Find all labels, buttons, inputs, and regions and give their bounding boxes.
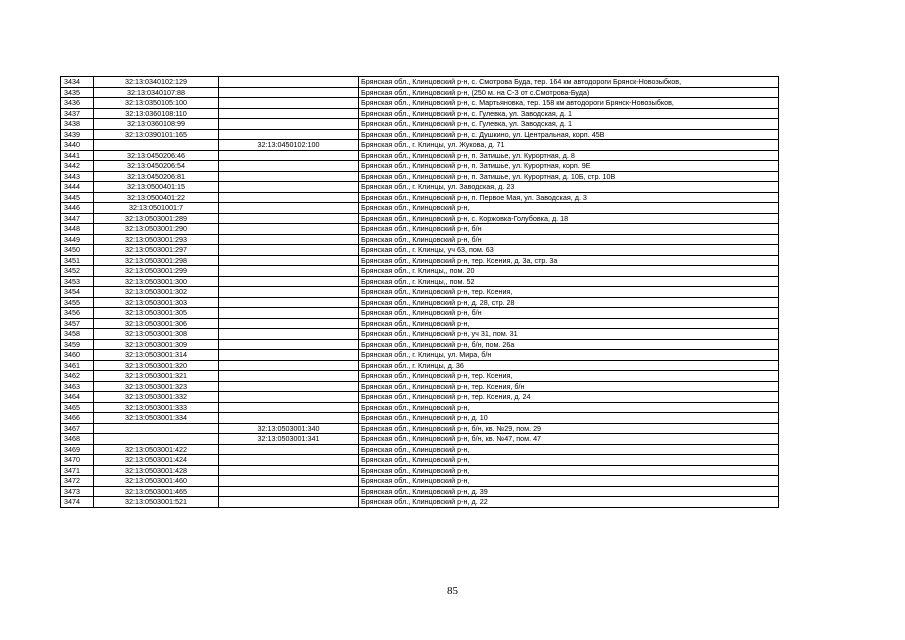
cadastral-number: 32:13:0360108:110 — [94, 108, 219, 119]
cadastral-number: 32:13:0503001:289 — [94, 213, 219, 224]
cadastral-number-alt — [219, 245, 359, 256]
cadastral-number-alt — [219, 486, 359, 497]
cadastral-number-alt — [219, 381, 359, 392]
cadastral-number: 32:13:0340107:88 — [94, 87, 219, 98]
table-row — [61, 308, 779, 319]
row-number: 3456 — [61, 308, 94, 319]
address-cell: Брянская обл., г. Клинцы, ул. Жукова, д. 71 — [359, 140, 779, 151]
row-number: 3450 — [61, 245, 94, 256]
cadastral-number: 32:13:0503001:323 — [94, 381, 219, 392]
cadastral-number-alt — [219, 318, 359, 329]
table-row — [61, 213, 779, 224]
table-row — [61, 434, 779, 445]
cadastral-number: 32:13:0503001:299 — [94, 266, 219, 277]
row-number: 3435 — [61, 87, 94, 98]
table-row — [61, 486, 779, 497]
cadastral-number-alt — [219, 77, 359, 88]
row-number: 3461 — [61, 360, 94, 371]
cadastral-number: 32:13:0500401:22 — [94, 192, 219, 203]
row-number: 3473 — [61, 486, 94, 497]
table-row — [61, 455, 779, 466]
cadastral-number: 32:13:0503001:314 — [94, 350, 219, 361]
row-number: 3465 — [61, 402, 94, 413]
cadastral-number — [94, 423, 219, 434]
cadastral-number-alt — [219, 108, 359, 119]
row-number: 3463 — [61, 381, 94, 392]
address-cell: Брянская обл., Клинцовский р-н, — [359, 455, 779, 466]
cadastral-number: 32:13:0503001:302 — [94, 287, 219, 298]
cadastral-number: 32:13:0503001:428 — [94, 465, 219, 476]
address-cell: Брянская обл., Клинцовский р-н, д. 22 — [359, 497, 779, 508]
cadastral-number-alt — [219, 192, 359, 203]
address-cell: Брянская обл., Клинцовский р-н, тер. Ксения, — [359, 287, 779, 298]
table-row — [61, 140, 779, 151]
row-number: 3471 — [61, 465, 94, 476]
address-cell: Брянская обл., Клинцовский р-н, б/н — [359, 308, 779, 319]
cadastral-number-alt — [219, 308, 359, 319]
address-cell: Брянская обл., Клинцовский р-н, с. Гулевка, ул. Заводская, д. 1 — [359, 119, 779, 130]
table-row — [61, 287, 779, 298]
row-number: 3444 — [61, 182, 94, 193]
page-number: 85 — [447, 585, 458, 597]
address-cell: Брянская обл., г. Клинцы,, пом. 52 — [359, 276, 779, 287]
table-row — [61, 318, 779, 329]
row-number: 3469 — [61, 444, 94, 455]
row-number: 3460 — [61, 350, 94, 361]
table-row — [61, 297, 779, 308]
cadastral-number: 32:13:0503001:297 — [94, 245, 219, 256]
cadastral-number-alt — [219, 213, 359, 224]
table-row — [61, 381, 779, 392]
table-row — [61, 87, 779, 98]
cadastral-number: 32:13:0503001:303 — [94, 297, 219, 308]
cadastral-number-alt — [219, 455, 359, 466]
address-cell: Брянская обл., Клинцовский р-н, — [359, 203, 779, 214]
cadastral-number: 32:13:0503001:293 — [94, 234, 219, 245]
cadastral-number: 32:13:0503001:298 — [94, 255, 219, 266]
cadastral-number: 32:13:0503001:305 — [94, 308, 219, 319]
row-number: 3447 — [61, 213, 94, 224]
table-row — [61, 476, 779, 487]
cadastral-number-alt — [219, 402, 359, 413]
row-number: 3472 — [61, 476, 94, 487]
address-cell: Брянская обл., Клинцовский р-н, п. Затишье, ул. Курортная, корп. 9Е — [359, 161, 779, 172]
cadastral-number-alt — [219, 203, 359, 214]
row-number: 3439 — [61, 129, 94, 140]
row-number: 3462 — [61, 371, 94, 382]
cadastral-number: 32:13:0503001:321 — [94, 371, 219, 382]
cadastral-number-alt — [219, 339, 359, 350]
address-cell: Брянская обл., Клинцовский р-н, п. Первое Мая, ул. Заводская, д. 3 — [359, 192, 779, 203]
row-number: 3470 — [61, 455, 94, 466]
table-row — [61, 350, 779, 361]
row-number: 3445 — [61, 192, 94, 203]
table-row — [61, 192, 779, 203]
cadastral-number: 32:13:0360108:99 — [94, 119, 219, 130]
cadastral-number: 32:13:0501001:7 — [94, 203, 219, 214]
table-row — [61, 423, 779, 434]
address-cell: Брянская обл., Клинцовский р-н, д. 28, стр. 28 — [359, 297, 779, 308]
cadastral-number — [94, 140, 219, 151]
row-number: 3467 — [61, 423, 94, 434]
cadastral-number-alt — [219, 297, 359, 308]
row-number: 3449 — [61, 234, 94, 245]
address-cell: Брянская обл., Клинцовский р-н, тер. Ксения, б/н — [359, 381, 779, 392]
cadastral-number-alt — [219, 87, 359, 98]
table-row — [61, 371, 779, 382]
cadastral-number: 32:13:0340102:129 — [94, 77, 219, 88]
cadastral-number-alt — [219, 234, 359, 245]
table-row — [61, 98, 779, 109]
cadastral-number: 32:13:0503001:290 — [94, 224, 219, 235]
cadastral-number: 32:13:0503001:308 — [94, 329, 219, 340]
table-row — [61, 276, 779, 287]
cadastral-number: 32:13:0450206:81 — [94, 171, 219, 182]
address-cell: Брянская обл., Клинцовский р-н, (250 м. на С-З от с.Смотрова-Буда) — [359, 87, 779, 98]
address-cell: Брянская обл., Клинцовский р-н, тер. Ксения, д. 3а, стр. 3а — [359, 255, 779, 266]
address-cell: Брянская обл., Клинцовский р-н, с. Душкино, ул. Центральная, корп. 45В — [359, 129, 779, 140]
cadastral-number-alt: 32:13:0450102:100 — [219, 140, 359, 151]
address-cell: Брянская обл., Клинцовский р-н, с. Гулевка, ул. Заводская, д. 1 — [359, 108, 779, 119]
cadastral-number-alt — [219, 371, 359, 382]
cadastral-number: 32:13:0350105:100 — [94, 98, 219, 109]
address-cell: Брянская обл., Клинцовский р-н, б/н — [359, 234, 779, 245]
address-cell: Брянская обл., Клинцовский р-н, д. 39 — [359, 486, 779, 497]
cadastral-number-alt: 32:13:0503001:341 — [219, 434, 359, 445]
address-cell: Брянская обл., Клинцовский р-н, п. Затишье, ул. Курортная, д. 10Б, стр. 10В — [359, 171, 779, 182]
address-cell: Брянская обл., Клинцовский р-н, — [359, 465, 779, 476]
table-row — [61, 171, 779, 182]
cadastral-number-alt — [219, 224, 359, 235]
row-number: 3448 — [61, 224, 94, 235]
cadastral-number: 32:13:0503001:332 — [94, 392, 219, 403]
cadastral-number-alt — [219, 413, 359, 424]
table-row — [61, 255, 779, 266]
address-cell: Брянская обл., г. Клинцы, ул. Заводская, д. 23 — [359, 182, 779, 193]
cadastral-number: 32:13:0503001:309 — [94, 339, 219, 350]
table-row — [61, 108, 779, 119]
row-number: 3452 — [61, 266, 94, 277]
table-row — [61, 77, 779, 88]
cadastral-number: 32:13:0503001:521 — [94, 497, 219, 508]
table-row — [61, 234, 779, 245]
cadastral-number: 32:13:0503001:460 — [94, 476, 219, 487]
address-cell: Брянская обл., Клинцовский р-н, — [359, 444, 779, 455]
row-number: 3446 — [61, 203, 94, 214]
address-cell: Брянская обл., Клинцовский р-н, с. Смотрова Буда, тер. 164 км автодороги Брянск-Новозыбков, — [359, 77, 779, 88]
cadastral-number-alt — [219, 150, 359, 161]
cadastral-number-alt — [219, 360, 359, 371]
row-number: 3451 — [61, 255, 94, 266]
cadastral-number-alt — [219, 129, 359, 140]
cadastral-number: 32:13:0503001:300 — [94, 276, 219, 287]
row-number: 3455 — [61, 297, 94, 308]
address-cell: Брянская обл., Клинцовский р-н, с. Мартьяновка, тер. 158 км автодороги Брянск-Новозыбков, — [359, 98, 779, 109]
table-row — [61, 444, 779, 455]
cadastral-number: 32:13:0503001:424 — [94, 455, 219, 466]
cadastral-number-alt — [219, 255, 359, 266]
cadastral-number-alt — [219, 161, 359, 172]
cadastral-number: 32:13:0503001:306 — [94, 318, 219, 329]
row-number: 3474 — [61, 497, 94, 508]
cadastral-number: 32:13:0450206:46 — [94, 150, 219, 161]
row-number: 3436 — [61, 98, 94, 109]
property-table — [60, 76, 779, 508]
cadastral-number-alt — [219, 182, 359, 193]
row-number: 3434 — [61, 77, 94, 88]
address-cell: Брянская обл., Клинцовский р-н, б/н, пом. 26а — [359, 339, 779, 350]
table-row — [61, 465, 779, 476]
cadastral-number: 32:13:0503001:333 — [94, 402, 219, 413]
cadastral-number: 32:13:0500401:15 — [94, 182, 219, 193]
cadastral-number-alt — [219, 444, 359, 455]
table-row — [61, 392, 779, 403]
row-number: 3468 — [61, 434, 94, 445]
cadastral-number-alt — [219, 119, 359, 130]
cadastral-number-alt — [219, 497, 359, 508]
address-cell: Брянская обл., Клинцовский р-н, уч 31, пом. 31 — [359, 329, 779, 340]
address-cell: Брянская обл., Клинцовский р-н, с. Коржовка-Голубовка, д. 18 — [359, 213, 779, 224]
row-number: 3442 — [61, 161, 94, 172]
row-number: 3441 — [61, 150, 94, 161]
cadastral-number-alt — [219, 171, 359, 182]
table-row — [61, 161, 779, 172]
table-row — [61, 413, 779, 424]
row-number: 3464 — [61, 392, 94, 403]
cadastral-number-alt — [219, 465, 359, 476]
cadastral-number-alt — [219, 476, 359, 487]
row-number: 3454 — [61, 287, 94, 298]
row-number: 3440 — [61, 140, 94, 151]
cadastral-number: 32:13:0503001:422 — [94, 444, 219, 455]
table-row — [61, 497, 779, 508]
cadastral-number-alt — [219, 329, 359, 340]
address-cell: Брянская обл., Клинцовский р-н, — [359, 476, 779, 487]
cadastral-number-alt — [219, 276, 359, 287]
address-cell: Брянская обл., Клинцовский р-н, б/н, кв. №29, пом. 29 — [359, 423, 779, 434]
table-row — [61, 224, 779, 235]
address-cell: Брянская обл., г. Клинцы,, пом. 20 — [359, 266, 779, 277]
address-cell: Брянская обл., г. Клинцы, уч 63, пом. 63 — [359, 245, 779, 256]
address-cell: Брянская обл., Клинцовский р-н, тер. Ксения, — [359, 371, 779, 382]
address-cell: Брянская обл., Клинцовский р-н, б/н, кв. №47, пом. 47 — [359, 434, 779, 445]
table-row — [61, 150, 779, 161]
cadastral-number: 32:13:0503001:334 — [94, 413, 219, 424]
address-cell: Брянская обл., Клинцовский р-н, п. Затишье, ул. Курортная, д. 8 — [359, 150, 779, 161]
address-cell: Брянская обл., Клинцовский р-н, тер. Ксения, д. 24 — [359, 392, 779, 403]
row-number: 3437 — [61, 108, 94, 119]
row-number: 3466 — [61, 413, 94, 424]
address-cell: Брянская обл., Клинцовский р-н, д. 10 — [359, 413, 779, 424]
cadastral-number-alt: 32:13:0503001:340 — [219, 423, 359, 434]
table-row — [61, 360, 779, 371]
property-table-body — [61, 77, 779, 508]
cadastral-number-alt — [219, 266, 359, 277]
table-row — [61, 245, 779, 256]
cadastral-number: 32:13:0450206:54 — [94, 161, 219, 172]
table-row — [61, 329, 779, 340]
cadastral-number-alt — [219, 350, 359, 361]
table-row — [61, 402, 779, 413]
row-number: 3438 — [61, 119, 94, 130]
cadastral-number-alt — [219, 287, 359, 298]
row-number: 3458 — [61, 329, 94, 340]
cadastral-number — [94, 434, 219, 445]
address-cell: Брянская обл., Клинцовский р-н, — [359, 318, 779, 329]
table-row — [61, 266, 779, 277]
table-row — [61, 182, 779, 193]
table-row — [61, 203, 779, 214]
address-cell: Брянская обл., Клинцовский р-н, — [359, 402, 779, 413]
row-number: 3457 — [61, 318, 94, 329]
cadastral-number-alt — [219, 98, 359, 109]
row-number: 3443 — [61, 171, 94, 182]
cadastral-number: 32:13:0390101:165 — [94, 129, 219, 140]
row-number: 3459 — [61, 339, 94, 350]
cadastral-number-alt — [219, 392, 359, 403]
address-cell: Брянская обл., г. Клинцы, ул. Мира, б/н — [359, 350, 779, 361]
table-row — [61, 339, 779, 350]
cadastral-number: 32:13:0503001:465 — [94, 486, 219, 497]
table-row — [61, 129, 779, 140]
table-row — [61, 119, 779, 130]
cadastral-number: 32:13:0503001:320 — [94, 360, 219, 371]
row-number: 3453 — [61, 276, 94, 287]
address-cell: Брянская обл., г. Клинцы, д. 36 — [359, 360, 779, 371]
address-cell: Брянская обл., Клинцовский р-н, б/н — [359, 224, 779, 235]
